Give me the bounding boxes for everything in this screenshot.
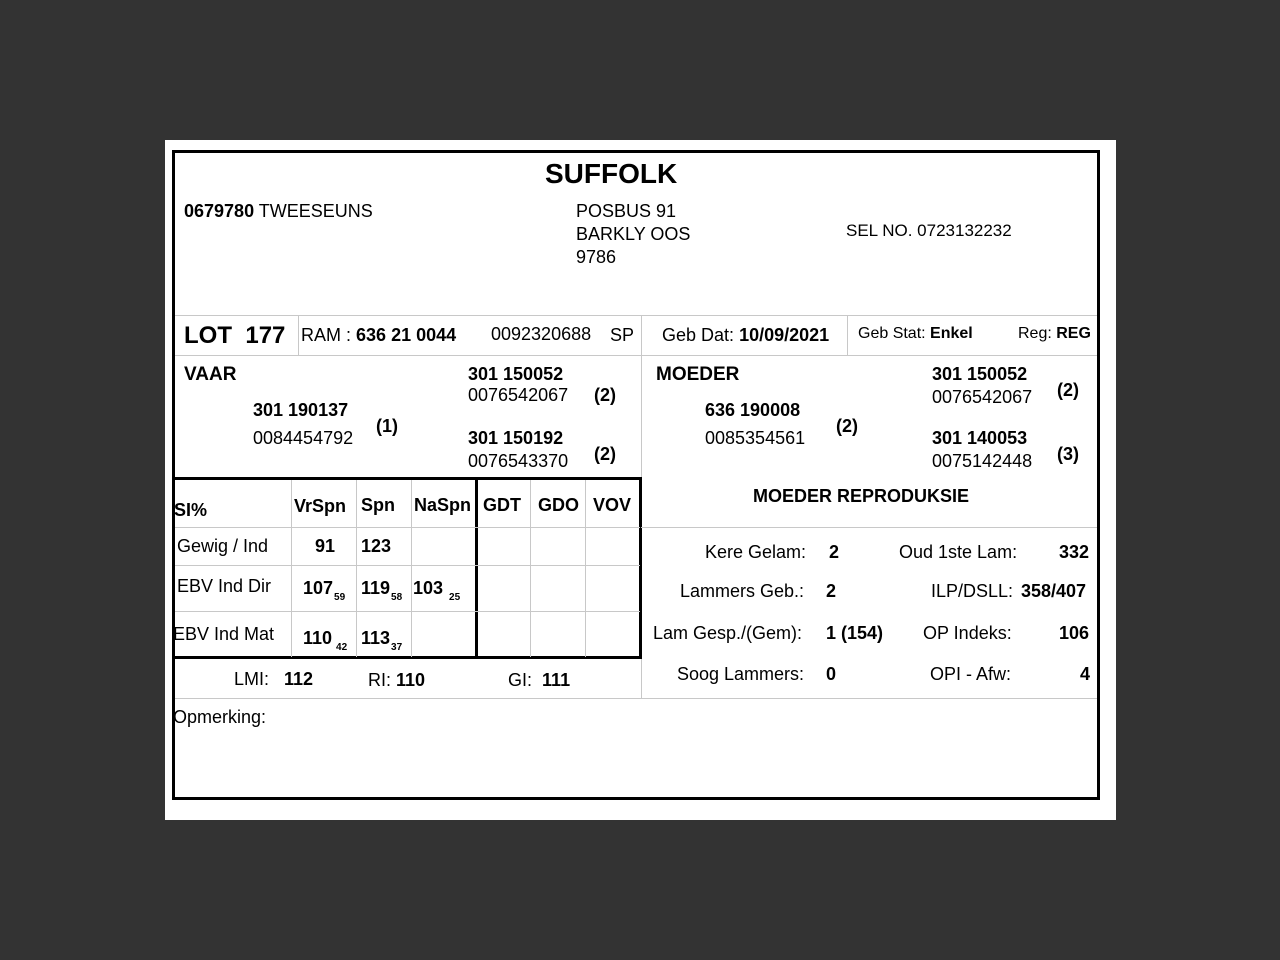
opi-value: 4 (1080, 664, 1091, 684)
col-header-vrspn: VrSpn (294, 496, 347, 516)
ram-id: 636 21 0044 (356, 325, 457, 345)
suckling-lambs-value: 0 (826, 664, 837, 684)
ilp-label: ILP/DSLL: (931, 581, 1014, 601)
ebv-dir-spn-accuracy: 58 (391, 592, 403, 603)
ri-value: 110 (396, 670, 426, 690)
birth-date-value: 10/09/2021 (739, 325, 830, 345)
ebv-dir-spn-value: 119 (361, 578, 391, 598)
dam-reproduction-title: MOEDER REPRODUKSIE (753, 486, 970, 506)
col-header-si: SI% (174, 500, 208, 520)
card-border (172, 150, 1100, 800)
sire-dam-code: 0076543370 (468, 451, 569, 471)
ebv-mat-spn-value: 113 (361, 628, 391, 648)
ebv-mat-vrspn-value: 110 (303, 628, 333, 648)
col-header-gdo: GDO (538, 495, 580, 515)
ebv-dir-vrspn (303, 578, 345, 603)
sire-id: 301 190137 (253, 400, 349, 420)
sire-label: VAAR (184, 364, 237, 385)
ebv-mat-spn (361, 628, 402, 653)
cell-number: SEL NO. 0723132232 (846, 221, 1012, 240)
sire-sire-code: 0076542067 (468, 385, 569, 405)
dam-dam-code: 0075142448 (932, 451, 1033, 471)
gi-label: GI: (508, 670, 533, 690)
address-line-1: POSBUS 91 (576, 201, 677, 221)
birth-status (858, 325, 973, 343)
address-line-3: 9786 (576, 247, 617, 267)
breeder-line (184, 201, 373, 222)
ri-label: RI: (368, 670, 392, 690)
ebv-mat-vrspn (303, 628, 347, 653)
birth-status-label: Geb Stat: (858, 325, 926, 342)
breeder-number: 0679780 (184, 201, 255, 221)
times-lambed-value: 2 (829, 542, 840, 562)
sire-sire-grade: (2) (594, 385, 616, 405)
lot-number: 177 (245, 322, 286, 349)
dam-code: 0085354561 (705, 428, 806, 448)
ebv-dir-vrspn-accuracy: 59 (334, 592, 346, 603)
ram-sp: SP (610, 325, 635, 345)
lmi-index (234, 669, 313, 690)
ebv-mat-spn-accuracy: 37 (391, 642, 403, 653)
address-line-2: BARKLY OOS (576, 224, 691, 244)
col-header-vov: VOV (593, 495, 632, 515)
gewig-spn: 123 (361, 536, 392, 556)
ebv-mat-vrspn-accuracy: 42 (336, 642, 348, 653)
suckling-lambs-label: Soog Lammers: (677, 664, 805, 684)
ri-index (368, 670, 425, 691)
remarks-label: Opmerking: (173, 707, 267, 727)
lambs-born-value: 2 (826, 581, 837, 601)
ram-label: RAM : (301, 325, 352, 345)
sire-dam-grade: (2) (594, 444, 616, 464)
op-index-value: 106 (1059, 623, 1090, 643)
breed-title: SUFFOLK (545, 158, 678, 189)
op-index-label: OP Indeks: (923, 623, 1012, 643)
dam-id: 636 190008 (705, 400, 801, 420)
sire-dam-id: 301 150192 (468, 428, 564, 448)
lambs-weaned-label: Lam Gesp./(Gem): (653, 623, 803, 643)
lmi-label: LMI: (234, 669, 270, 689)
opi-label: OPI - Afw: (930, 664, 1012, 684)
birth-date-label: Geb Dat: (662, 325, 735, 345)
lot-label (184, 322, 285, 350)
dam-sire-code: 0076542067 (932, 387, 1033, 407)
dam-sire-grade: (2) (1057, 380, 1079, 400)
sire-sire-id: 301 150052 (468, 364, 564, 384)
ebv-dir-spn (361, 578, 402, 603)
lot-text: LOT (184, 322, 232, 349)
sire-code: 0084454792 (253, 428, 354, 448)
row-label-ebv-mat: EBV Ind Mat (173, 624, 275, 644)
dam-label: MOEDER (656, 364, 740, 385)
dam-sire-id: 301 150052 (932, 364, 1028, 384)
first-lamb-age-label: Oud 1ste Lam: (899, 542, 1018, 562)
first-lamb-age-value: 332 (1059, 542, 1090, 562)
col-header-gdt: GDT (483, 495, 521, 515)
ebv-dir-vrspn-value: 107 (303, 578, 334, 598)
ram-info (301, 325, 456, 346)
ram-reg-code: 0092320688 (491, 324, 592, 344)
ebv-dir-naspn-value: 103 (413, 578, 444, 598)
breeder-name: TWEESEUNS (258, 201, 373, 221)
times-lambed-label: Kere Gelam: (705, 542, 807, 562)
lmi-value: 112 (284, 669, 314, 689)
sire-grade: (1) (376, 416, 398, 436)
col-header-spn: Spn (361, 495, 395, 515)
reg-label: Reg: (1018, 325, 1052, 342)
ilp-value: 358/407 (1021, 581, 1087, 601)
row-label-gewig: Gewig / Ind (177, 536, 269, 556)
reg-value: REG (1056, 325, 1091, 342)
lambs-weaned-value: 1 (154) (826, 623, 884, 643)
reg-status (1018, 325, 1091, 343)
ebv-dir-naspn (413, 578, 460, 603)
dam-grade: (2) (836, 416, 858, 436)
ebv-dir-naspn-accuracy: 25 (449, 592, 461, 603)
gi-value: 111 (542, 670, 571, 690)
gi-index (508, 670, 570, 691)
birth-status-value: Enkel (930, 325, 973, 342)
col-header-naspn: NaSpn (414, 495, 472, 515)
gewig-vrspn: 91 (315, 536, 336, 556)
birth-date (662, 325, 829, 346)
sale-catalogue-card (165, 140, 1116, 820)
dam-dam-grade: (3) (1057, 444, 1079, 464)
dam-dam-id: 301 140053 (932, 428, 1028, 448)
row-label-ebv-dir: EBV Ind Dir (177, 576, 272, 596)
lambs-born-label: Lammers Geb.: (680, 581, 805, 601)
